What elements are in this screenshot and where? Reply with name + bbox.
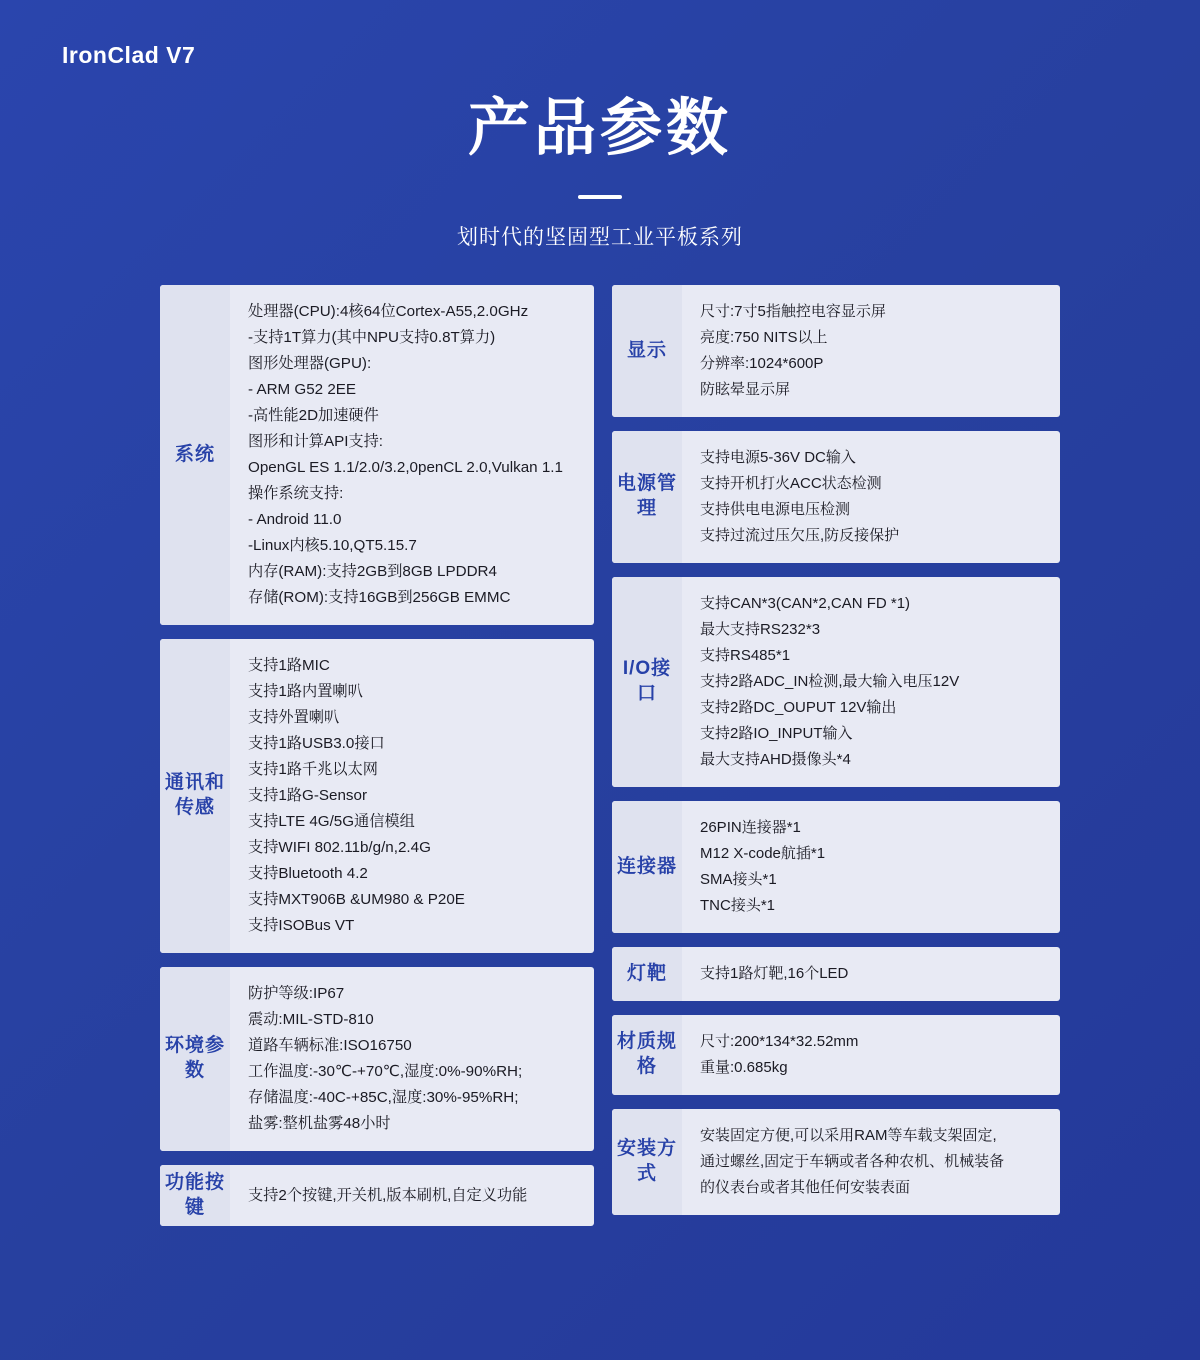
spec-detail-line: 分辨率:1024*600P xyxy=(700,355,824,372)
spec-detail-list xyxy=(682,285,1060,417)
spec-detail-list xyxy=(230,285,594,625)
spec-detail-line: 支持2个按键,开关机,版本刷机,自定义功能 xyxy=(248,1186,528,1204)
spec-category-label: 显示 xyxy=(612,285,682,417)
spec-detail-line: 支持Bluetooth 4.2 xyxy=(248,865,368,882)
spec-detail-line: 最大支持RS232*3 xyxy=(700,621,821,638)
spec-detail-line: -支持1T算力(其中NPU支持0.8T算力) xyxy=(248,329,496,346)
spec-column-left xyxy=(160,285,594,1226)
spec-detail-line: 图形和计算API支持: xyxy=(248,433,384,450)
spec-detail-line: 处理器(CPU):4核64位Cortex-A55,2.0GHz xyxy=(248,303,529,320)
spec-detail-line: 亮度:750 NITS以上 xyxy=(700,329,828,346)
spec-detail-list xyxy=(230,1165,594,1226)
spec-column-right xyxy=(612,285,1060,1226)
spec-detail-line: 尺寸:200*134*32.52mm xyxy=(700,1033,859,1050)
spec-detail-line: 震动:MIL-STD-810 xyxy=(248,1011,374,1028)
spec-card xyxy=(160,285,594,625)
spec-detail-line: 支持WIFI 802.11b/g/n,2.4G xyxy=(248,839,431,856)
spec-detail-list xyxy=(230,967,594,1151)
brand-name: IronClad V7 xyxy=(62,42,196,68)
spec-detail-line: 支持1路G-Sensor xyxy=(248,787,368,804)
spec-detail-line: 支持LTE 4G/5G通信模组 xyxy=(248,813,415,830)
spec-category-label: 通讯和传感 xyxy=(160,639,230,953)
spec-card xyxy=(160,1165,594,1226)
spec-detail-line: 支持CAN*3(CAN*2,CAN FD *1) xyxy=(700,595,911,612)
spec-card xyxy=(612,1015,1060,1095)
spec-detail-line: OpenGL ES 1.1/2.0/3.2,0penCL 2.0,Vulkan 1.1 xyxy=(248,459,563,476)
spec-detail-line: SMA接头*1 xyxy=(700,871,777,888)
spec-detail-line: 支持1路内置喇叭 xyxy=(248,683,363,700)
spec-detail-line: 26PIN连接器*1 xyxy=(700,819,801,836)
spec-detail-line: 存储温度:-40C-+85C,湿度:30%-95%RH; xyxy=(248,1089,519,1106)
page-title: 产品参数 xyxy=(467,94,732,163)
spec-detail-line: 工作温度:-30℃-+70℃,湿度:0%-90%RH; xyxy=(248,1063,523,1080)
spec-detail-line: 最大支持AHD摄像头*4 xyxy=(700,751,851,768)
spec-detail-line: 支持ISOBus VT xyxy=(248,917,355,934)
spec-detail-line: 道路车辆标准:ISO16750 xyxy=(248,1037,412,1054)
spec-card xyxy=(160,639,594,953)
spec-detail-line: 支持1路千兆以太网 xyxy=(248,761,378,778)
spec-category-label: 安装方式 xyxy=(612,1109,682,1215)
spec-detail-line: 支持供电电源电压检测 xyxy=(700,501,851,518)
spec-detail-line: 支持2路ADC_IN检测,最大输入电压12V xyxy=(700,673,960,690)
spec-detail-line: M12 X-code航插*1 xyxy=(700,845,826,862)
spec-detail-line: 通过螺丝,固定于车辆或者各种农机、机械装备 xyxy=(700,1153,1005,1170)
spec-detail-line: 内存(RAM):支持2GB到8GB LPDDR4 xyxy=(248,563,497,580)
title-divider xyxy=(578,195,622,199)
spec-detail-line: 支持1路灯靶,16个LED xyxy=(700,965,849,982)
spec-detail-line: 图形处理器(GPU): xyxy=(248,355,372,372)
spec-card xyxy=(612,577,1060,787)
spec-detail-line: 重量:0.685kg xyxy=(700,1059,788,1076)
spec-detail-line: 支持1路MIC xyxy=(248,657,330,674)
spec-card xyxy=(612,431,1060,563)
spec-detail-line: 支持2路IO_INPUT输入 xyxy=(700,725,853,742)
spec-detail-line: 尺寸:7寸5指触控电容显示屏 xyxy=(700,303,886,320)
spec-detail-line: 支持2路DC_OUPUT 12V输出 xyxy=(700,699,897,716)
spec-detail-line: 防护等级:IP67 xyxy=(248,985,345,1002)
spec-detail-line: 操作系统支持: xyxy=(248,485,344,502)
spec-card xyxy=(612,285,1060,417)
spec-detail-list xyxy=(682,431,1060,563)
spec-detail-line: -Linux内核5.10,QT5.15.7 xyxy=(248,537,417,554)
spec-card xyxy=(160,967,594,1151)
spec-category-label: 电源管理 xyxy=(612,431,682,563)
spec-detail-line: 支持开机打火ACC状态检测 xyxy=(700,475,882,492)
spec-detail-line: 防眩晕显示屏 xyxy=(700,381,791,398)
page-subtitle: 划时代的坚固型工业平板系列 xyxy=(457,226,743,249)
spec-detail-line: 的仪表台或者其他任何安装表面 xyxy=(700,1179,911,1196)
spec-category-label: 灯靶 xyxy=(612,947,682,1001)
spec-detail-line: 支持1路USB3.0接口 xyxy=(248,735,385,752)
spec-detail-line: 盐雾:整机盐雾48小时 xyxy=(248,1115,391,1132)
spec-detail-list xyxy=(682,1109,1060,1215)
spec-detail-list xyxy=(682,947,1060,1001)
spec-category-label: 材质规格 xyxy=(612,1015,682,1095)
spec-card xyxy=(612,947,1060,1001)
spec-detail-line: 支持过流过压欠压,防反接保护 xyxy=(700,527,900,544)
spec-detail-line: TNC接头*1 xyxy=(700,897,776,914)
spec-detail-list xyxy=(230,639,594,953)
spec-category-label: 连接器 xyxy=(612,801,682,933)
spec-detail-line: 安装固定方便,可以采用RAM等车载支架固定, xyxy=(700,1127,997,1144)
spec-category-label: 系统 xyxy=(160,285,230,625)
spec-detail-line: 支持MXT906B &UM980 & P20E xyxy=(248,891,465,908)
spec-columns xyxy=(160,285,1060,1226)
spec-detail-line: 支持电源5-36V DC输入 xyxy=(700,449,856,466)
spec-detail-line: 支持RS485*1 xyxy=(700,647,791,664)
spec-category-label: 功能按键 xyxy=(160,1165,230,1226)
spec-card xyxy=(612,1109,1060,1215)
spec-detail-line: - Android 11.0 xyxy=(248,511,342,528)
spec-detail-list xyxy=(682,577,1060,787)
spec-detail-line: - ARM G52 2EE xyxy=(248,381,357,398)
spec-detail-line: 支持外置喇叭 xyxy=(248,709,340,726)
spec-detail-list xyxy=(682,801,1060,933)
spec-detail-line: -高性能2D加速硬件 xyxy=(248,407,379,424)
spec-detail-line: 存储(ROM):支持16GB到256GB EMMC xyxy=(248,589,511,606)
spec-category-label: 环境参数 xyxy=(160,967,230,1151)
spec-detail-list xyxy=(682,1015,1060,1095)
spec-category-label: I/O接口 xyxy=(612,577,682,787)
spec-card xyxy=(612,801,1060,933)
